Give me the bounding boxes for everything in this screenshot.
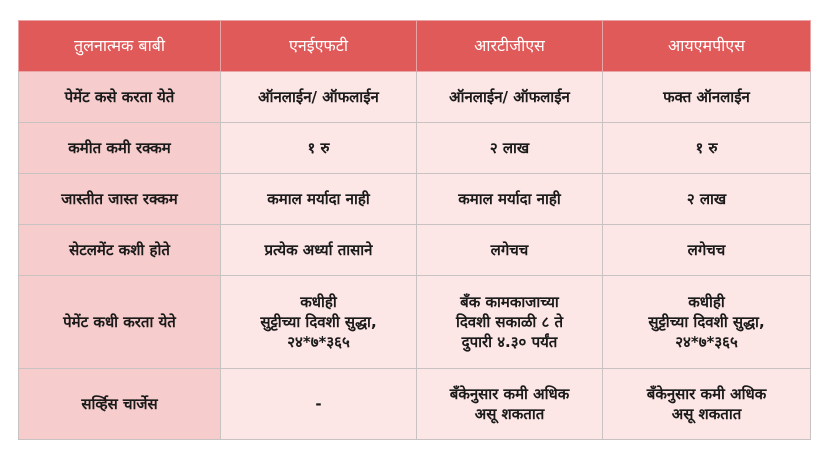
table-cell: फक्त ऑनलाईन [603,72,811,123]
table-row [19,276,811,369]
row-label: सर्व्हिस चार्जेस [19,369,221,440]
table-cell: - [221,369,417,440]
header-row [19,21,811,72]
table-cell: कमाल मर्यादा नाही [221,174,417,225]
table-row [19,174,811,225]
row-label: पेमेंट कसे करता येते [19,72,221,123]
table-row [19,123,811,174]
header-rtgs: आरटीजीएस [417,21,603,72]
header-neft: एनईएफटी [221,21,417,72]
row-label: सेटलमेंट कशी होते [19,225,221,276]
row-label: कमीत कमी रक्कम [19,123,221,174]
table-cell: बँकेनुसार कमी अधिक असू शकतात [603,369,811,440]
table-cell: ऑनलाईन/ ऑफलाईन [221,72,417,123]
table-cell: लगेचच [603,225,811,276]
table-cell: ऑनलाईन/ ऑफलाईन [417,72,603,123]
header-comparison-aspect: तुलनात्मक बाबी [19,21,221,72]
table-cell: प्रत्येक अर्ध्या तासाने [221,225,417,276]
table-cell: कधीही सुट्टीच्या दिवशी सुद्धा, २४*७*३६५ [603,276,811,369]
table-cell: कधीही सुट्टीच्या दिवशी सुद्धा, २४*७*३६५ [221,276,417,369]
comparison-table [18,20,811,440]
row-label: जास्तीत जास्त रक्कम [19,174,221,225]
table-cell: २ लाख [603,174,811,225]
table-cell: बँकेनुसार कमी अधिक असू शकतात [417,369,603,440]
table-row [19,72,811,123]
table-cell: बँक कामकाजाच्या दिवशी सकाळी ८ ते दुपारी ४.३० पर्यंत [417,276,603,369]
header-imps: आयएमपीएस [603,21,811,72]
table-cell: १ रु [603,123,811,174]
table-cell: २ लाख [417,123,603,174]
table-cell: १ रु [221,123,417,174]
table-row [19,369,811,440]
row-label: पेमेंट कधी करता येते [19,276,221,369]
table-cell: कमाल मर्यादा नाही [417,174,603,225]
table-row [19,225,811,276]
table-cell: लगेचच [417,225,603,276]
